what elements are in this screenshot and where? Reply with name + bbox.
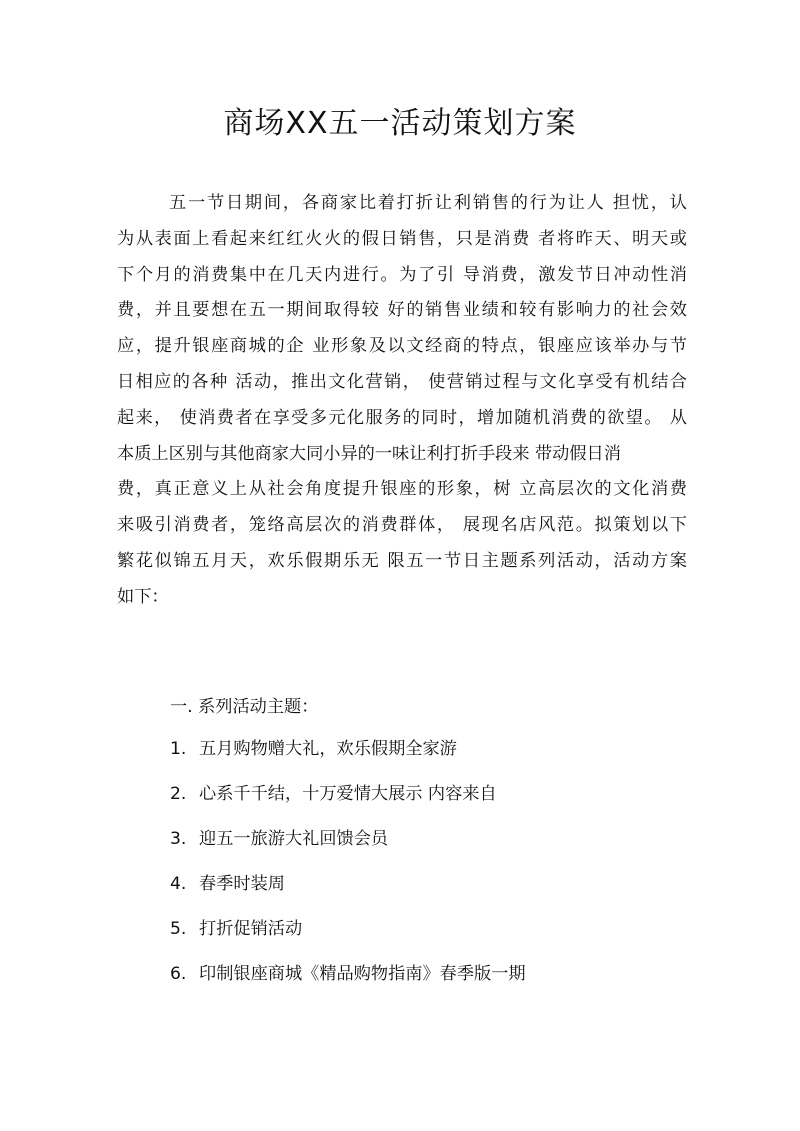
- topic-number: 2.: [170, 784, 187, 804]
- topic-number: 6.: [170, 964, 187, 984]
- paragraph-line: 五一节日期间，各商家比着打折让利销售的行为让人 担忧，认: [169, 193, 687, 213]
- topic-number: 3.: [170, 829, 187, 849]
- topic-text: 打折促销活动: [199, 919, 303, 939]
- topic-item: [170, 869, 526, 914]
- topic-item: [170, 959, 526, 1004]
- topic-item: [170, 734, 526, 779]
- topic-list: [170, 734, 526, 1004]
- topic-item: [170, 824, 526, 869]
- topic-text: 五月购物赠大礼，欢乐假期全家游: [199, 739, 457, 759]
- paragraph-line: 应，提升银座商城的企 业形象及以文经商的特点，银座应该举办与节: [117, 336, 687, 357]
- paragraph-line: 起来， 使消费者在享受多元化服务的同时，增加随机消费的欲望。 从: [117, 407, 687, 428]
- paragraph-line: 繁花似锦五月天，欢乐假期乐无 限五一节日主题系列活动，活动方案: [117, 550, 687, 571]
- topic-item: [170, 779, 526, 824]
- document-title: 商场XX五一活动策划方案: [223, 106, 577, 141]
- section-heading: 一. 系列活动主题：: [170, 697, 319, 717]
- paragraph-line: 下个月的消费集中在几天内进行。为了引 导消费，激发节日冲动性消: [117, 264, 687, 285]
- paragraph-line: 费，并且要想在五一期间取得较 好的销售业绩和较有影响力的社会效: [117, 300, 687, 321]
- paragraph-line: 本质上区别与其他商家大同小异的一味让利打折手段来 带动假日消: [117, 443, 621, 464]
- paragraph-line: 费，真正意义上从社会角度提升银座的形象，树 立高层次的文化消费: [117, 479, 687, 500]
- paragraph-line: 日相应的各种 活动，推出文化营销， 使营销过程与文化享受有机结合: [117, 371, 687, 392]
- topic-number: 1.: [170, 739, 187, 759]
- intro-paragraph: [117, 186, 687, 616]
- topic-item: [170, 914, 526, 959]
- paragraph-line: 来吸引消费者，笼络高层次的消费群体， 展现名店风范。拟策划以下: [117, 515, 687, 536]
- topic-number: 4.: [170, 874, 187, 894]
- topic-text: 心系千千结，十万爱情大展示 内容来自: [199, 784, 497, 804]
- topic-text: 迎五一旅游大礼回馈会员: [199, 829, 389, 849]
- topic-text: 印制银座商城《精品购物指南》春季版一期: [199, 964, 526, 984]
- paragraph-line: 为从表面上看起来红红火火的假日销售，只是消费 者将昨天、明天或: [117, 228, 687, 249]
- topic-text: 春季时装周: [199, 874, 285, 894]
- paragraph-line: 如下：: [117, 586, 169, 607]
- topic-number: 5.: [170, 919, 187, 939]
